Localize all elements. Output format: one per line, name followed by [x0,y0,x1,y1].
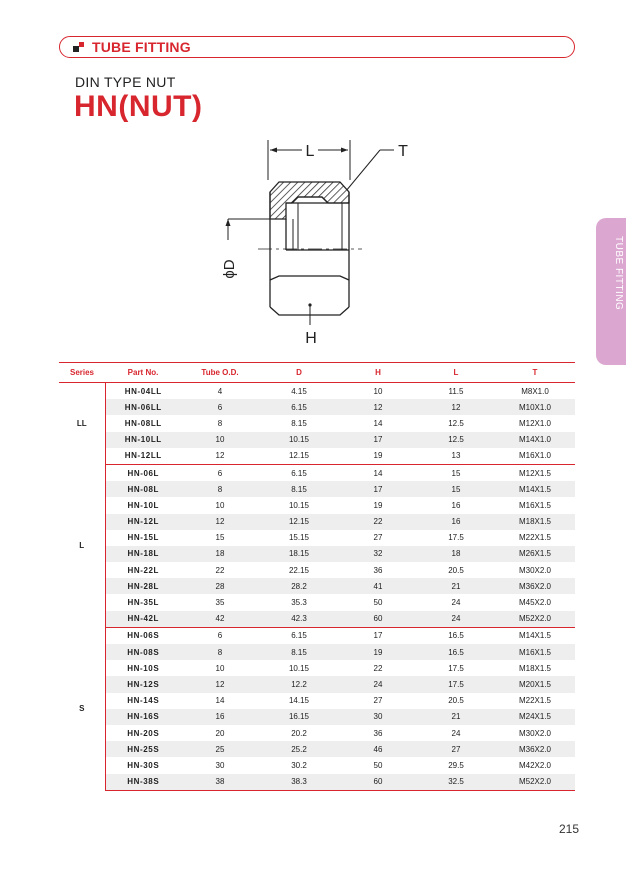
table-row [59,644,575,660]
h-value-cell: 36 [373,565,383,575]
h-value-cell: 19 [339,644,417,660]
part-number-cell: HN-06S [127,631,160,641]
d-value-cell: 8.15 [259,644,339,660]
tube-od-cell: 18 [181,546,259,562]
table-row [59,676,575,692]
h-value-cell: 19 [339,448,417,465]
table-row [59,464,575,481]
tube-od-cell: 22 [215,565,225,575]
d-value-cell: 10.15 [259,432,339,448]
l-value-cell: 16.5 [448,631,464,641]
part-number-cell: HN-12S [105,676,181,692]
d-value-cell: 20.2 [291,728,307,738]
tube-od-cell: 10 [215,663,225,673]
table-row [59,432,575,448]
part-number-cell: HN-15L [127,533,160,543]
dimension-label-L: L [305,143,315,160]
d-value-cell: 18.15 [259,546,339,562]
t-thread-cell: M52X2.0 [495,774,575,791]
tube-od-cell: 42 [181,611,259,628]
h-value-cell: 19 [373,500,383,510]
tube-od-cell: 16 [181,709,259,725]
column-header-series: Series [59,363,105,383]
t-thread-cell: M18X1.5 [495,514,575,530]
specification-table [59,362,575,791]
tube-od-cell: 10 [181,432,259,448]
nut-technical-drawing [210,135,430,350]
dimension-label-H: H [305,330,317,347]
tube-od-cell: 15 [215,533,225,543]
series-cell: L [59,464,105,627]
l-value-cell: 15 [417,481,495,497]
l-value-cell: 18 [417,546,495,562]
product-subtitle: DIN TYPE NUT [75,74,176,90]
table-row [59,611,575,628]
table-row [59,530,575,546]
tube-od-cell: 35 [215,598,225,608]
d-value-cell: 15.15 [288,533,310,543]
table-header-row [59,363,575,383]
h-value-cell: 14 [373,418,383,428]
table-row [59,693,575,709]
d-value-cell: 6.15 [291,468,307,478]
l-value-cell: 20.5 [448,696,464,706]
tube-od-cell: 20 [215,728,225,738]
d-value-cell: 6.15 [291,631,307,641]
part-number-cell: HN-12LL [105,448,181,465]
d-value-cell: 25.2 [259,741,339,757]
d-value-cell: 35.3 [291,598,307,608]
l-value-cell: 32.5 [417,774,495,791]
d-value-cell: 30.2 [291,760,307,770]
l-value-cell: 15 [451,468,461,478]
product-title: HN(NUT) [74,90,203,123]
table-row [59,415,575,431]
column-header-t: T [495,363,575,383]
t-thread-cell: M22X1.5 [518,533,552,543]
h-value-cell: 60 [339,774,417,791]
part-number-cell: HN-08L [105,481,181,497]
l-value-cell: 16.5 [417,644,495,660]
part-number-cell: HN-06L [127,468,160,478]
tube-od-cell: 6 [217,631,223,641]
h-value-cell: 32 [339,546,417,562]
t-thread-cell: M52X2.0 [495,611,575,628]
d-value-cell: 38.3 [259,774,339,791]
tube-od-cell: 25 [181,741,259,757]
t-thread-cell: M26X1.5 [495,546,575,562]
tube-od-cell: 30 [215,760,225,770]
l-value-cell: 24 [451,598,461,608]
t-thread-cell: M30X2.0 [518,565,552,575]
table-row [59,399,575,415]
part-number-cell: HN-14S [127,696,160,706]
part-number-cell: HN-10L [127,500,160,510]
d-value-cell: 22.15 [288,565,310,575]
part-number-cell: HN-42L [105,611,181,628]
section-header-bar [59,36,575,58]
part-number-cell: HN-04LL [124,386,162,396]
part-number-cell: HN-28L [105,578,181,594]
part-number-cell: HN-10S [127,663,160,673]
table-row [59,562,575,578]
series-cell: S [59,627,105,790]
l-value-cell: 24 [451,728,461,738]
h-value-cell: 10 [373,386,383,396]
t-thread-cell: M36X2.0 [495,741,575,757]
page-number: 215 [559,822,580,836]
tube-od-cell: 6 [181,399,259,415]
t-thread-cell: M45X2.0 [518,598,552,608]
table-row [59,448,575,465]
table-row [59,774,575,791]
table-row [59,660,575,676]
l-value-cell: 11.5 [448,386,464,396]
part-number-cell: HN-22L [127,565,160,575]
d-value-cell: 4.15 [291,386,307,396]
part-number-cell: HN-12L [105,514,181,530]
table-row [59,741,575,757]
h-value-cell: 24 [339,676,417,692]
d-value-cell: 28.2 [259,578,339,594]
t-thread-cell: M16X1.0 [495,448,575,465]
tube-od-cell: 8 [217,418,223,428]
table-row [59,383,575,400]
table-row [59,546,575,562]
part-number-cell: HN-10LL [105,432,181,448]
d-value-cell: 14.15 [288,696,310,706]
t-thread-cell: M14X1.5 [518,631,552,641]
l-value-cell: 20.5 [448,565,464,575]
tube-od-cell: 10 [215,500,225,510]
table-row [59,725,575,741]
l-value-cell: 13 [417,448,495,465]
tube-od-cell: 12 [181,514,259,530]
h-value-cell: 17 [339,432,417,448]
t-thread-cell: M16X1.5 [495,644,575,660]
column-header-l: L [417,363,495,383]
h-value-cell: 30 [339,709,417,725]
tube-od-cell: 14 [215,696,225,706]
h-value-cell: 22 [373,663,383,673]
table-row [59,514,575,530]
part-number-cell: HN-06LL [105,399,181,415]
column-header-tube-od: Tube O.D. [181,363,259,383]
h-value-cell: 50 [373,598,383,608]
part-number-cell: HN-38S [105,774,181,791]
tube-od-cell: 12 [181,448,259,465]
column-header-part-no: Part No. [105,363,181,383]
tube-od-cell: 6 [217,468,223,478]
table-row [59,709,575,725]
t-thread-cell: M10X1.0 [495,399,575,415]
h-value-cell: 41 [339,578,417,594]
t-thread-cell: M30X2.0 [518,728,552,738]
brand-logo-icon [73,42,85,52]
d-value-cell: 8.15 [291,418,307,428]
table-row [59,578,575,594]
h-value-cell: 46 [339,741,417,757]
part-number-cell: HN-16S [105,709,181,725]
section-title: TUBE FITTING [92,39,191,55]
d-value-cell: 12.15 [259,514,339,530]
side-tab-label: TUBE FITTING [613,236,624,311]
t-thread-cell: M18X1.5 [518,663,552,673]
d-value-cell: 12.15 [259,448,339,465]
d-value-cell: 10.15 [288,500,310,510]
dimension-label-T: T [398,143,408,160]
h-value-cell: 27 [373,696,383,706]
d-value-cell: 6.15 [259,399,339,415]
table-body [59,383,575,791]
t-thread-cell: M16X1.5 [518,500,552,510]
d-value-cell: 16.15 [259,709,339,725]
h-value-cell: 36 [373,728,383,738]
l-value-cell: 17.5 [448,533,464,543]
l-value-cell: 21 [417,709,495,725]
t-thread-cell: M36X2.0 [495,578,575,594]
side-category-tab[interactable] [596,218,626,365]
table-row [59,497,575,513]
l-value-cell: 12 [417,399,495,415]
table-row [59,594,575,610]
part-number-cell: HN-18L [105,546,181,562]
t-thread-cell: M22X1.5 [518,696,552,706]
column-header-d: D [259,363,339,383]
l-value-cell: 12.5 [417,432,495,448]
table-row [59,481,575,497]
d-value-cell: 10.15 [288,663,310,673]
t-thread-cell: M12X1.0 [518,418,552,428]
t-thread-cell: M24X1.5 [495,709,575,725]
t-thread-cell: M14X1.5 [495,481,575,497]
part-number-cell: HN-08LL [124,418,162,428]
l-value-cell: 21 [417,578,495,594]
h-value-cell: 17 [339,481,417,497]
h-value-cell: 17 [373,631,383,641]
h-value-cell: 50 [373,760,383,770]
t-thread-cell: M8X1.0 [521,386,549,396]
table-row [59,757,575,773]
tube-od-cell: 28 [181,578,259,594]
l-value-cell: 16 [417,514,495,530]
dimension-label-D: ϕD [221,259,238,279]
tube-od-cell: 4 [217,386,223,396]
l-value-cell: 16 [451,500,461,510]
h-value-cell: 12 [339,399,417,415]
l-value-cell: 12.5 [448,418,464,428]
tube-od-cell: 38 [181,774,259,791]
t-thread-cell: M14X1.0 [495,432,575,448]
tube-od-cell: 8 [181,644,259,660]
tube-od-cell: 8 [181,481,259,497]
d-value-cell: 8.15 [259,481,339,497]
d-value-cell: 42.3 [259,611,339,628]
t-thread-cell: M12X1.5 [518,468,552,478]
part-number-cell: HN-35L [127,598,160,608]
h-value-cell: 27 [373,533,383,543]
l-value-cell: 24 [417,611,495,628]
part-number-cell: HN-30S [127,760,160,770]
column-header-h: H [339,363,417,383]
part-number-cell: HN-20S [127,728,160,738]
table-row [59,627,575,644]
h-value-cell: 14 [373,468,383,478]
series-cell: LL [59,383,105,465]
h-value-cell: 60 [339,611,417,628]
h-value-cell: 22 [339,514,417,530]
tube-od-cell: 12 [181,676,259,692]
l-value-cell: 17.5 [448,663,464,673]
t-thread-cell: M42X2.0 [518,760,552,770]
part-number-cell: HN-08S [105,644,181,660]
l-value-cell: 17.5 [417,676,495,692]
d-value-cell: 12.2 [259,676,339,692]
l-value-cell: 29.5 [448,760,464,770]
part-number-cell: HN-25S [105,741,181,757]
t-thread-cell: M20X1.5 [495,676,575,692]
l-value-cell: 27 [417,741,495,757]
